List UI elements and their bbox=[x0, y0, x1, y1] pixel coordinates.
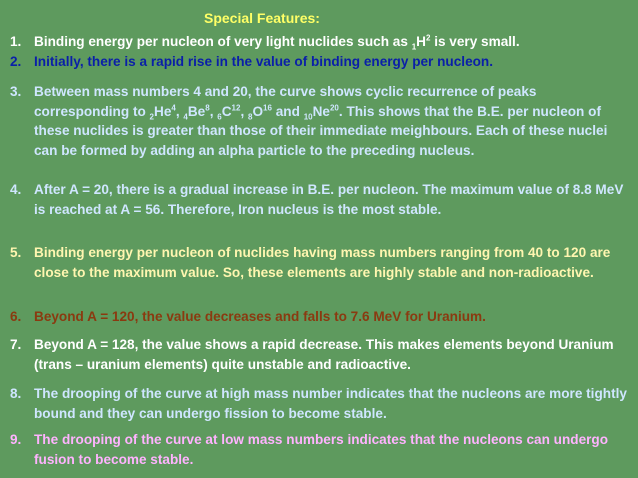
item-number: 4. bbox=[10, 182, 22, 197]
list-item-6 bbox=[10, 307, 632, 327]
list-item-9 bbox=[10, 430, 632, 469]
item-number: 7. bbox=[10, 337, 22, 352]
slide-title: Special Features: bbox=[204, 10, 320, 26]
list-item-1 bbox=[10, 32, 632, 52]
item-text: The drooping of the curve at low mass numbers indicates that the nucleons can undergo fusion to become stable. bbox=[34, 432, 609, 467]
item-text: After A = 20, there is a gradual increase in B.E. per nucleon. The maximum value of 8.8 MeV is reached at A = 56. Therefore, Iron nucleus is the most stable. bbox=[34, 182, 624, 217]
item-number: 1. bbox=[10, 34, 22, 49]
item-text: Beyond A = 120, the value decreases and falls to 7.6 MeV for Uranium. bbox=[34, 309, 486, 324]
item-number: 2. bbox=[10, 54, 22, 69]
item-number: 9. bbox=[10, 432, 22, 447]
item-text: Binding energy per nucleon of very light nuclides such as $_1H^2$ is very small. bbox=[34, 33, 520, 52]
item-number: 3. bbox=[10, 84, 22, 99]
item-text: The drooping of the curve at high mass number indicates that the nucleons are more tightly bound and they can undergo fission to become stable. bbox=[34, 386, 627, 421]
item-number: 5. bbox=[10, 245, 22, 260]
list-item-4 bbox=[10, 180, 632, 219]
list-item-7 bbox=[10, 335, 632, 374]
item-number: 8. bbox=[10, 386, 22, 401]
list-item-8 bbox=[10, 384, 632, 423]
item-number: 6. bbox=[10, 309, 22, 324]
list-item-2 bbox=[10, 52, 632, 72]
item-text: Between mass numbers 4 and 20, the curve shows cyclic recurrence of peaks corresponding to $_2He^4$, $_4Be^8$, $_6C^{12}$, $_8O^{16}$ and $_{10}Ne^{20}$. This shows that the B.E. per nucleon of these nuclides is greater than those of their immediate meighbours. Each of these nuclei can be formed by adding an alpha particle to the preceding nucleus. bbox=[34, 84, 608, 158]
list-item-5 bbox=[10, 243, 632, 282]
item-text: Beyond A = 128, the value shows a rapid decrease. This makes elements beyond Uranium (trans – uranium elements) quite unstable and radioactive. bbox=[34, 337, 614, 372]
item-text: Initially, there is a rapid rise in the value of binding energy per nucleon. bbox=[34, 54, 494, 69]
list-item-3 bbox=[10, 82, 632, 160]
item-text: Binding energy per nucleon of nuclides having mass numbers ranging from 40 to 120 are close to the maximum value. So, these elements are highly stable and non-radioactive. bbox=[34, 245, 611, 280]
